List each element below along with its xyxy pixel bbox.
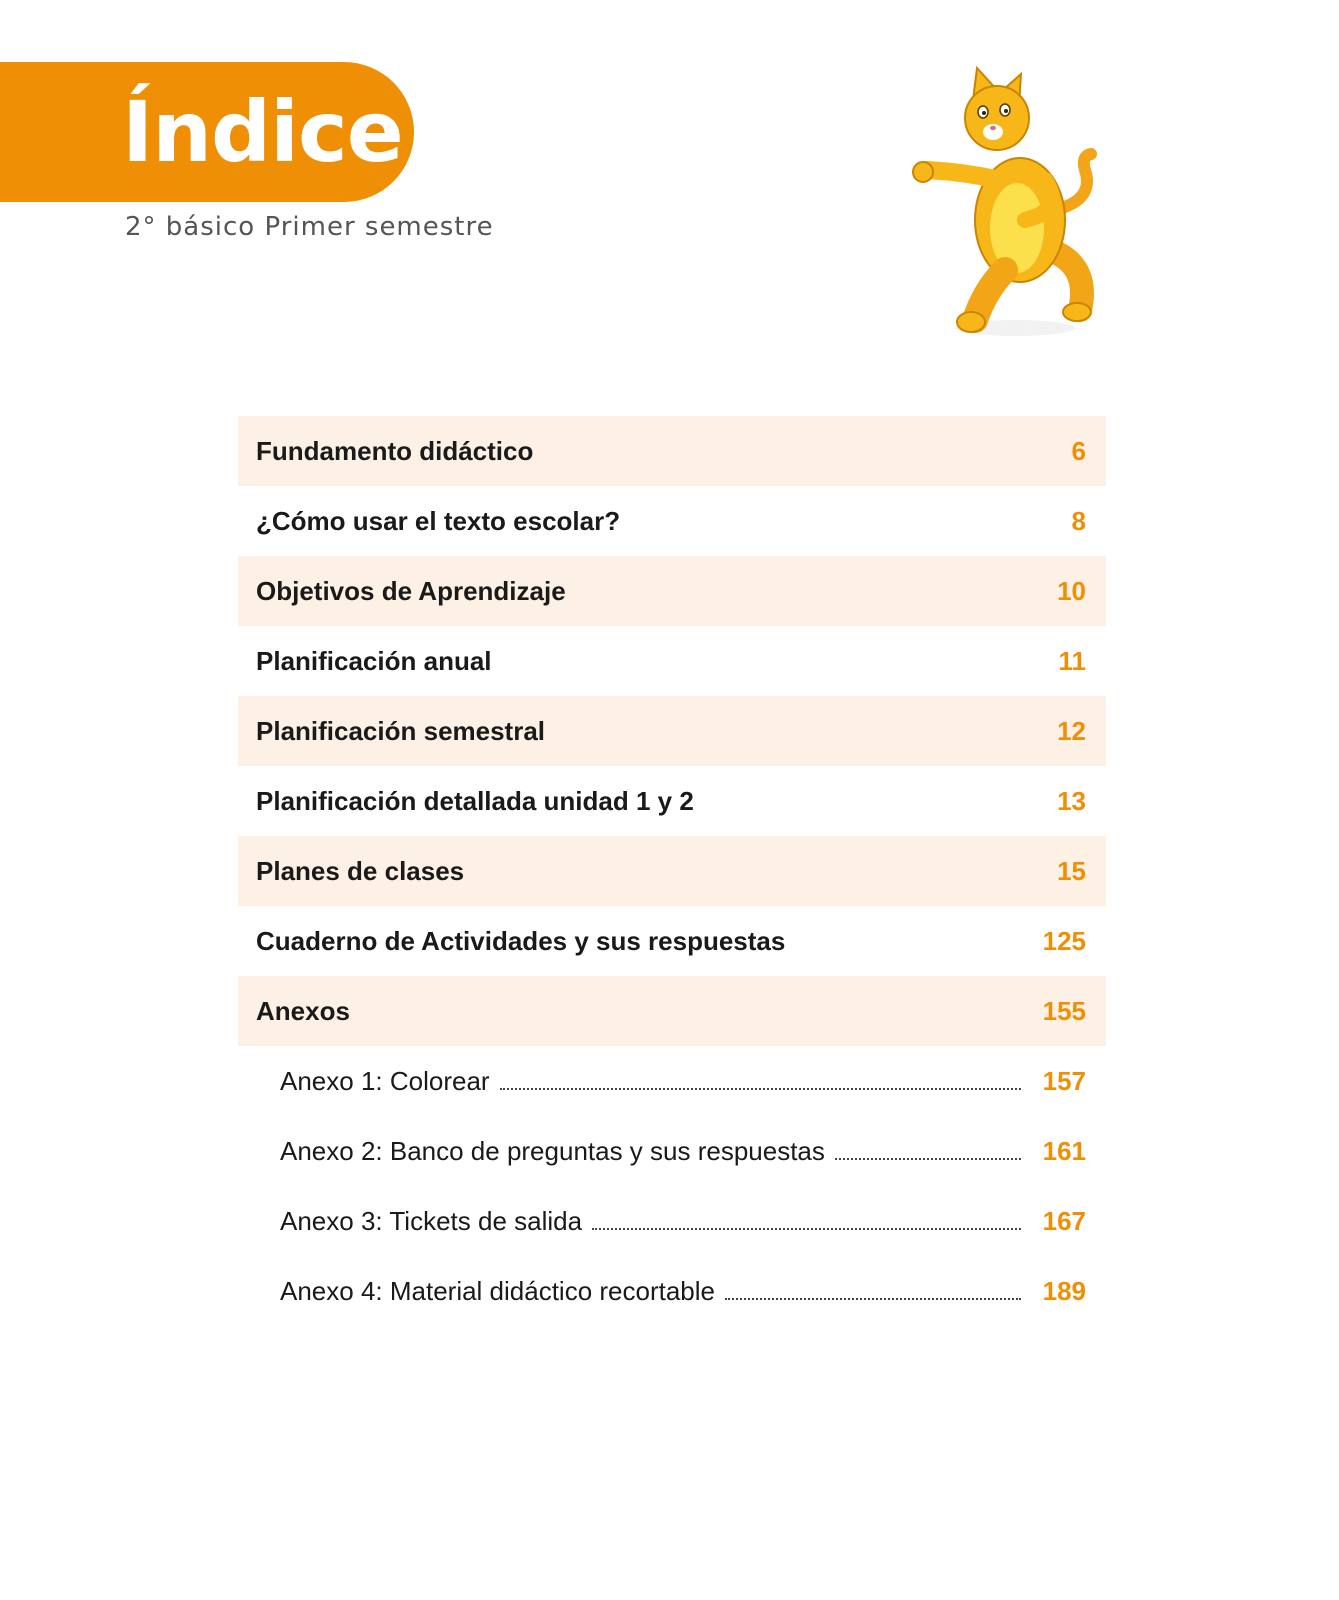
toc-entry-page: 13 xyxy=(1057,785,1086,816)
toc-entry-label: Planificación semestral xyxy=(256,715,546,746)
toc-entry-label: Planificación anual xyxy=(256,645,492,676)
table-of-contents xyxy=(238,416,1106,1326)
toc-annex-label: Anexo 4: Material didáctico recortable xyxy=(280,1275,716,1306)
toc-entry-page: 10 xyxy=(1057,575,1086,606)
toc-entry-planificacion-semestral[interactable] xyxy=(238,696,1106,766)
toc-entry-page: 12 xyxy=(1057,715,1086,746)
cat-mascot-icon xyxy=(905,60,1115,350)
toc-entry-label: Cuaderno de Actividades y sus respuestas xyxy=(256,925,786,956)
toc-annex-page: 167 xyxy=(1042,1205,1086,1236)
page-subtitle: 2° básico Primer semestre xyxy=(125,212,494,242)
toc-entry-fundamento[interactable] xyxy=(238,416,1106,486)
toc-annex-2[interactable] xyxy=(238,1116,1106,1186)
toc-annex-label: Anexo 1: Colorear xyxy=(280,1065,490,1096)
toc-annex-3[interactable] xyxy=(238,1186,1106,1256)
toc-annex-page: 189 xyxy=(1042,1275,1086,1306)
toc-entry-label: Anexos xyxy=(256,995,350,1026)
toc-entry-label: Planes de clases xyxy=(256,855,465,886)
toc-annex-page: 157 xyxy=(1042,1065,1086,1096)
toc-annex-label: Anexo 3: Tickets de salida xyxy=(280,1205,583,1236)
toc-entry-label: Objetivos de Aprendizaje xyxy=(256,575,566,606)
toc-entry-label: ¿Cómo usar el texto escolar? xyxy=(256,505,621,536)
dot-leader xyxy=(500,1088,1021,1090)
toc-entry-anexos[interactable] xyxy=(238,976,1106,1046)
toc-entry-objetivos[interactable] xyxy=(238,556,1106,626)
page-title: Índice xyxy=(122,83,403,181)
toc-entry-cuaderno[interactable] xyxy=(238,906,1106,976)
toc-annex-page: 161 xyxy=(1042,1135,1086,1166)
toc-entry-planes-de-clases[interactable] xyxy=(238,836,1106,906)
toc-entry-como-usar[interactable] xyxy=(238,486,1106,556)
dot-leader xyxy=(592,1228,1021,1230)
toc-annex-1[interactable] xyxy=(238,1046,1106,1116)
dot-leader xyxy=(725,1298,1021,1300)
toc-annex-4[interactable] xyxy=(238,1256,1106,1326)
dot-leader xyxy=(835,1158,1021,1160)
toc-entry-label: Fundamento didáctico xyxy=(256,435,534,466)
toc-entry-page: 15 xyxy=(1057,855,1086,886)
toc-entry-planificacion-detallada[interactable] xyxy=(238,766,1106,836)
toc-entry-page: 6 xyxy=(1071,435,1086,466)
toc-entry-page: 11 xyxy=(1058,645,1086,676)
toc-entry-label: Planificación detallada unidad 1 y 2 xyxy=(256,785,694,816)
toc-entry-page: 125 xyxy=(1042,925,1086,956)
toc-entry-page: 8 xyxy=(1071,505,1086,536)
toc-annex-label: Anexo 2: Banco de preguntas y sus respuestas xyxy=(280,1135,825,1166)
toc-entry-planificacion-anual[interactable] xyxy=(238,626,1106,696)
toc-entry-page: 155 xyxy=(1042,995,1086,1026)
